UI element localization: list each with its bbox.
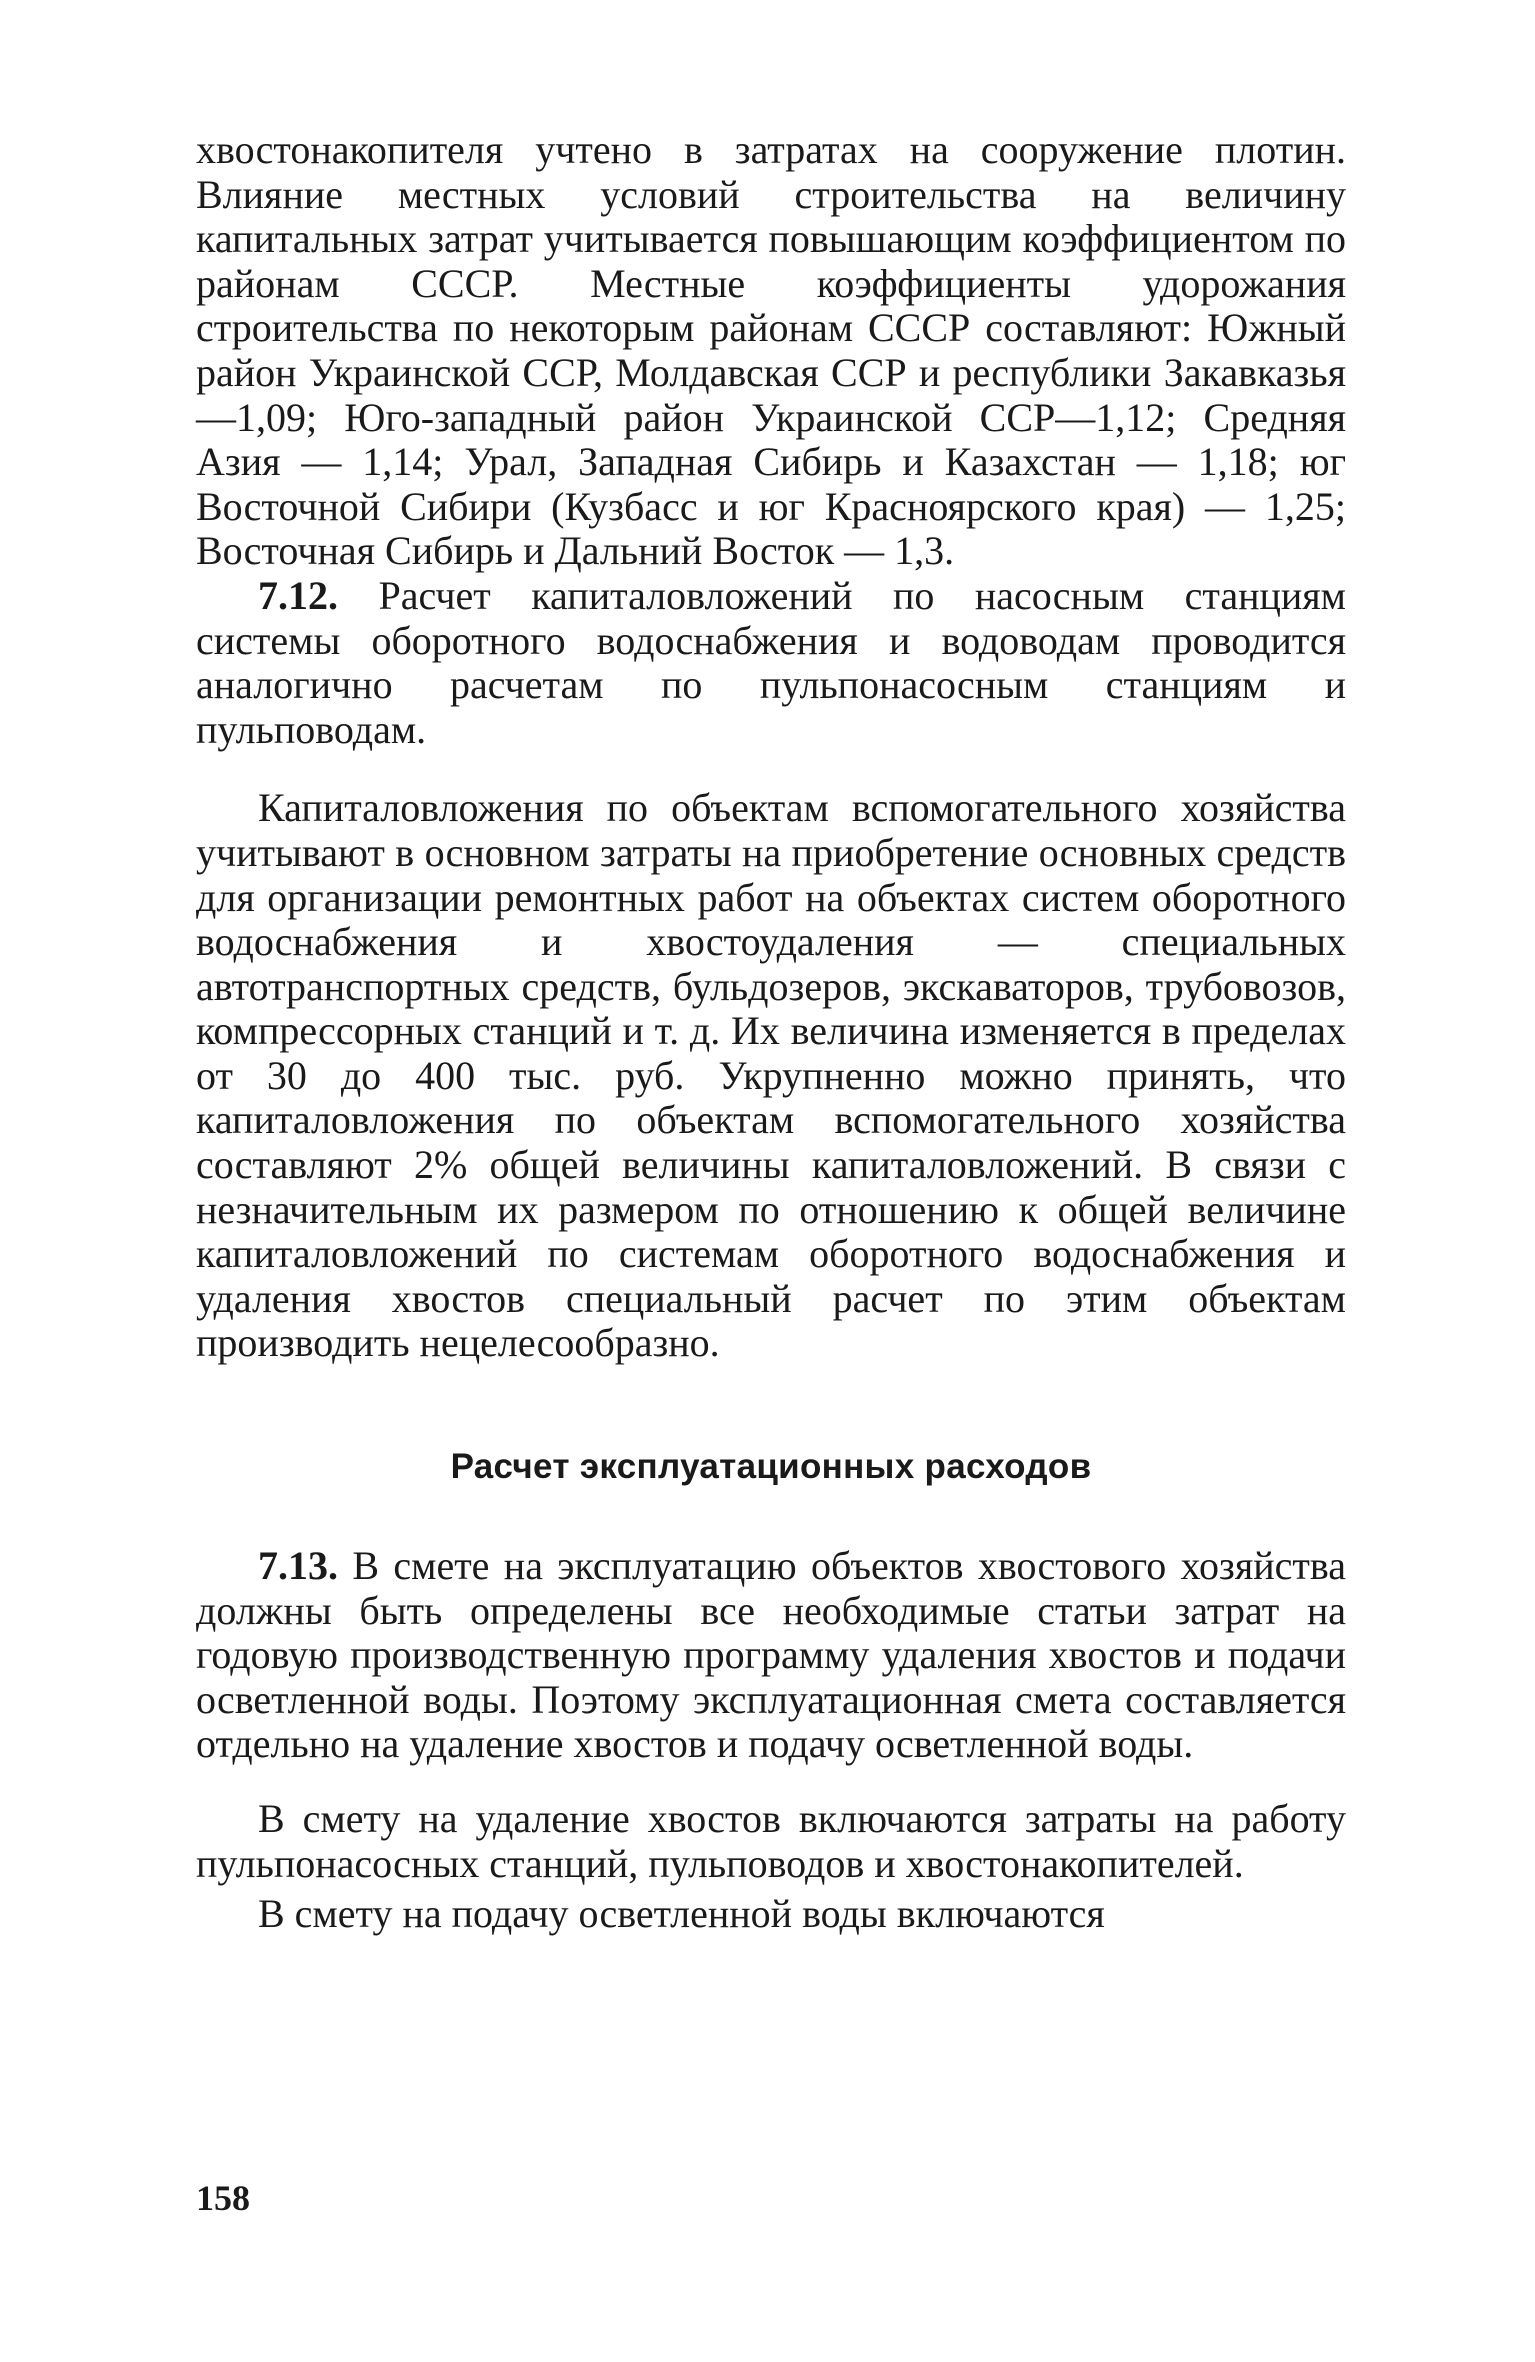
- paragraph-7-13-text: В смете на эксплуатацию объектов хвостового хозяйства должны быть определены все необходимые статьи затрат на годовую производственную программу удаления хвостов и подачи осветленной воды. Поэтому эксплуатационная смета составляется отдельно на удаление хвостов и подачу осветленной воды.: [196, 1543, 1346, 1767]
- paragraph-7-12: [196, 574, 1346, 752]
- section-number-7-13: 7.13.: [258, 1543, 338, 1589]
- page-number: 158: [196, 2178, 250, 2218]
- paragraph-tailings-removal-estimate: В смету на удаление хвостов включаются затраты на работу пульпонасосных станций, пульповодов и хвостонакопителей.: [196, 1796, 1346, 1886]
- section-number-7-12: 7.12.: [258, 572, 338, 618]
- section-heading-operating-costs: Расчет эксплуатационных расходов: [450, 1447, 1092, 1487]
- document-page: [196, 128, 1346, 1937]
- paragraph-auxiliary-facilities: Капиталовложения по объектам вспомогательного хозяйства учитывают в основном затраты на приобретение основных средств для организации ремонтных работ на объектах систем оборотного водоснабжения и хвостоудаления — специальных автотранспортных средств, бульдозеров, экскаваторов, трубовозов, компрессорных станций и т. д. Их величина изменяется в пределах от 30 до 400 тыс. руб. Укрупненно можно принять, что капиталовложения по объектам вспомогательного хозяйства составляют 2% общей величины капиталовложений. В связи с незначительным их размером по отношению к общей величине капиталовложений по системам оборотного водоснабжения и удаления хвостов специальный расчет по этим объектам производить нецелесообразно.: [196, 785, 1346, 1366]
- paragraph-7-13: [196, 1544, 1346, 1767]
- paragraph-capital-cost-coefficients: хвостонакопителя учтено в затратах на сооружение плотин. Влияние местных условий строительства на величину капитальных затрат учитывается повышающим коэффициентом по районам СССР. Местные коэффициенты удорожания строительства по некоторым районам СССР составляют: Южный район Украинской ССР, Молдавская ССР и республики Закавказья—1,09; Юго-западный район Украинской ССР—1,12; Средняя Азия — 1,14; Урал, Западная Сибирь и Казахстан — 1,18; юг Восточной Сибири (Кузбасс и юг Красноярского края) — 1,25; Восточная Сибирь и Дальний Восток — 1,3.: [196, 127, 1346, 574]
- paragraph-7-12-text: Расчет капиталовложений по насосным станциям системы оборотного водоснабжения и водоводам проводится аналогично расчетам по пульпонасосным станциям и пульповодам.: [196, 572, 1346, 752]
- paragraph-clarified-water-estimate: В смету на подачу осветленной воды включаются: [258, 1891, 1105, 1937]
